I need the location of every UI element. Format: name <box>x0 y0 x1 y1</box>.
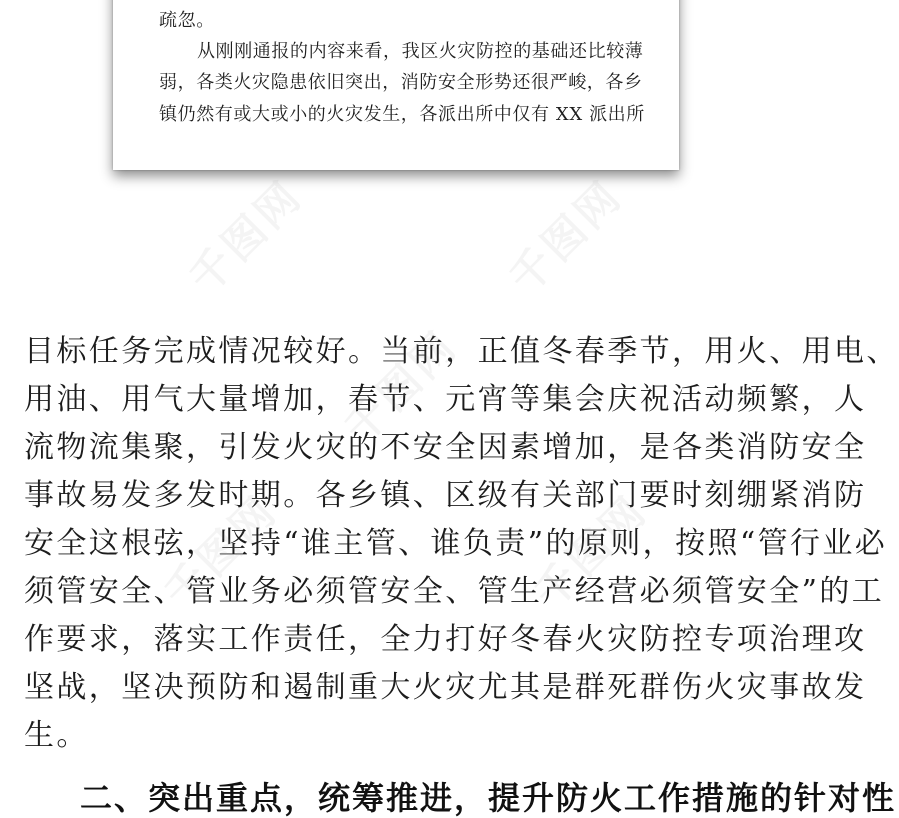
preview-line-3: 疏忽。 <box>159 10 215 31</box>
body-line-4: 事故易发多发时期。各乡镇、区级有关部门要时刻绷紧消防 <box>24 478 867 513</box>
body-line-2: 用油、用气大量增加，春节、元宵等集会庆祝活动频繁，人 <box>24 382 867 417</box>
body-line-5: 安全这根弦，坚持“谁主管、谁负责”的原则，按照“管行业必 <box>24 526 888 561</box>
body-line-7: 作要求，落实工作责任，全力打好冬春火灾防控专项治理攻 <box>24 622 867 657</box>
body-line-9: 生。 <box>24 718 89 753</box>
watermark: 千图网 <box>499 170 632 303</box>
body-line-3: 流物流集聚，引发火灾的不安全因素增加，是各类消防安全 <box>24 430 867 465</box>
preview-line-4: 从刚刚通报的内容来看，我区火灾防控的基础还比较薄 <box>197 41 644 62</box>
body-line-8: 坚战，坚决预防和遏制重大火灾尤其是群死群伤火灾事故发 <box>24 670 867 705</box>
section-heading: 二、突出重点，统筹推进，提升防火工作措施的针对性 <box>80 779 897 817</box>
body-line-6: 须管安全、管业务必须管安全、管生产经营必须管安全”的工 <box>24 574 885 609</box>
body-line-1: 目标任务完成情况较好。当前，正值冬春季节，用火、用电、 <box>24 334 899 369</box>
document-preview-card <box>113 0 679 170</box>
preview-line-5: 弱，各类火灾隐患依旧突出，消防安全形势还很严峻，各乡 <box>159 72 643 93</box>
watermark: 千图网 <box>524 485 657 618</box>
watermark: 千图网 <box>154 485 287 618</box>
watermark: 千图网 <box>179 170 312 303</box>
preview-line-6: 镇仍然有或大或小的火灾发生，各派出所中仅有 XX 派出所 <box>159 104 645 125</box>
watermark: 千图网 <box>334 320 467 453</box>
